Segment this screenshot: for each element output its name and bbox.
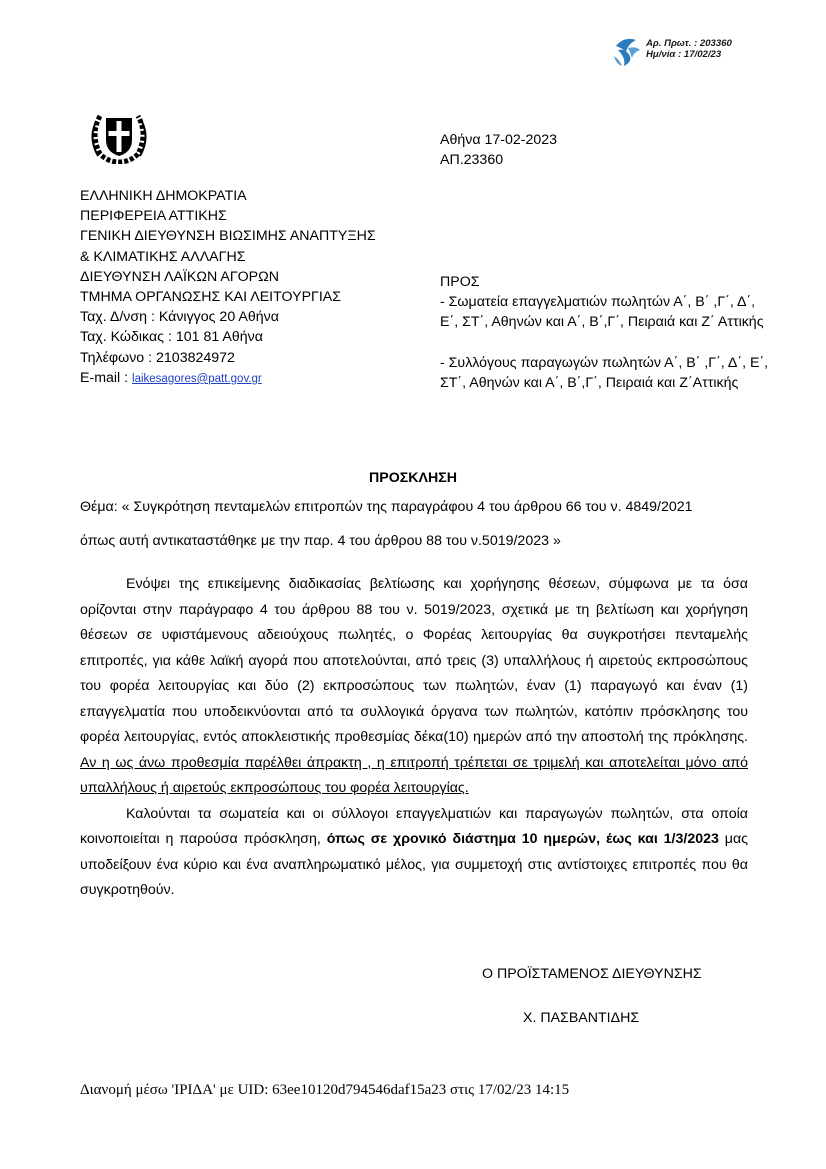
iris-logo-icon [612, 36, 642, 68]
email-label: E-mail : [80, 369, 133, 386]
document-date-block [440, 130, 557, 170]
sender-line: ΕΛΛΗΝΙΚΗ ΔΗΜΟΚΡΑΤΙΑ [80, 188, 247, 204]
greek-coat-of-arms-icon [86, 108, 152, 164]
document-subject [80, 490, 748, 558]
email-row [80, 368, 376, 389]
sender-line: Ταχ. Δ/νση : Κάνιγγος 20 Αθήνα [80, 309, 279, 326]
protocol-stamp [612, 36, 752, 70]
subject-line: όπως αυτή αντικαταστάθηκε με την παρ. 4 του άρθρου 88 του ν.5019/2023 » [80, 533, 561, 549]
recipient-item: - Συλλόγους παραγωγών πωλητών Α΄, Β΄ ,Γ΄, Δ΄, Ε΄, ΣΤ΄, Αθηνών και Α΄, Β΄,Γ΄, Πειραιά και Ζ΄Αττικής [440, 354, 769, 391]
body-paragraph [80, 572, 748, 802]
subject-line: Θέμα: « Συγκρότηση πενταμελών επιτροπών της παραγράφου 4 του άρθρου 66 του ν. 4849/2021 [80, 499, 693, 515]
deadline-note: Αν η ως άνω προθεσμία παρέλθει άπρακτη , η επιτροπή τρέπεται σε τριμελή και αποτελείται μόνο από υπαλλήλους ή αιρετούς εκπροσώπους του φορέα λειτουργίας. [80, 754, 748, 796]
sender-line: & ΚΛΙΜΑΤΙΚΗΣ ΑΛΛΑΓΗΣ [80, 248, 246, 265]
stamp-date: Ημ/νία : 17/02/23 [646, 49, 722, 60]
sender-block [80, 186, 376, 389]
document-title: ΠΡΟΣΚΛΗΣΗ [369, 470, 457, 486]
sender-line: ΤΜΗΜΑ ΟΡΓΑΝΩΣΗΣ ΚΑΙ ΛΕΙΤΟΥΡΓΙΑΣ [80, 289, 342, 306]
deadline-emphasis: όπως σε χρονικό διάστημα 10 ημερών, έως και 1/3/2023 [326, 831, 719, 847]
signature-role: Ο ΠΡΟΪΣΤΑΜΕΝΟΣ ΔΙΕΥΘΥΝΣΗΣ [482, 966, 702, 982]
greek-coat-of-arms [86, 108, 152, 164]
sender-line: ΔΙΕΥΘΥΝΣΗ ΛΑΪΚΩΝ ΑΓΟΡΩΝ [80, 268, 279, 285]
distribution-footer: Διανομή μέσω 'ΙΡΙΔΑ' με UID: 63ee10120d794546daf15a23 στις 17/02/23 14:15 [80, 1082, 570, 1098]
paragraph-text: Ενόψει της επικείμενης διαδικασίας βελτίωσης και χορήγησης θέσεων, σύμφωνα με τα όσα ορίζονται στην παράγραφο 4 του άρθρου 88 του ν. 5019/2023, σχετικά με τη βελτίωση και χορήγηση θέσεων σε υφιστάμενους αδειούχους πωλητές, ο Φορέας λειτουργίας θα συγκροτήσει πενταμελής επιτροπές, για κάθε λαϊκή αγορά που αποτελούνται, από τρεις (3) υπαλλήλους ή αιρετούς εκπροσώπους του φορέα λειτουργίας και δύο (2) εκπροσώπους των πωλητών, έναν (1) παραγωγό και έναν (1) επαγγελματία που υποδεικνύονται από τα συλλογικά όργανα των πωλητών, κατόπιν πρόσκλησης του φορέα λειτουργίας, εντός αποκλειστικής προθεσμίας δέκα(10) ημερών από την αποστολή της πρόκλησης. [80, 576, 748, 745]
document-date: Αθήνα 17-02-2023 [440, 132, 558, 148]
sender-line: Ταχ. Κώδικας : 101 81 Αθήνα [80, 329, 263, 346]
email-link[interactable]: laikesagores@patt.gov.gr [132, 372, 262, 385]
document-body [80, 572, 748, 904]
protocol-reference: ΑΠ.23360 [440, 152, 504, 168]
sender-line: Τηλέφωνο : 2103824972 [80, 349, 235, 366]
signature-name: Χ. ΠΑΣΒΑΝΤΙΔΗΣ [523, 1010, 640, 1026]
body-paragraph [80, 802, 748, 904]
sender-line: ΓΕΝΙΚΗ ΔΙΕΥΘΥΝΣΗ ΒΙΩΣΙΜΗΣ ΑΝΑΠΤΥΞΗΣ [80, 228, 376, 245]
recipient-item: - Σωματεία επαγγελματιών πωλητών Α΄, Β΄ ,Γ΄, Δ΄, Ε΄, ΣΤ΄, Αθηνών και Α΄, Β΄,Γ΄, Πειραιά και Ζ΄ Αττικής [440, 294, 764, 331]
paragraph-text: Καλούνται τα σωματεία και οι σύλλογοι επαγγελματιών και παραγωγών πωλητών, στα οποία κοινοποιείται η παρούσα πρόσκληση, [80, 805, 748, 847]
recipients-heading: ΠΡΟΣ [440, 274, 480, 290]
recipients-block [440, 272, 770, 393]
sender-line: ΠΕΡΙΦΕΡΕΙΑ ΑΤΤΙΚΗΣ [80, 208, 227, 225]
paragraph-text: μας υποδείξουν ένα κύριο και ένα αναπληρωματικό μέλος, για συμμετοχή στις αντίστοιχες επιτροπές που θα συγκροτηθούν. [80, 831, 748, 898]
stamp-protocol-number: Αρ. Πρωτ. : 203360 [646, 38, 732, 49]
